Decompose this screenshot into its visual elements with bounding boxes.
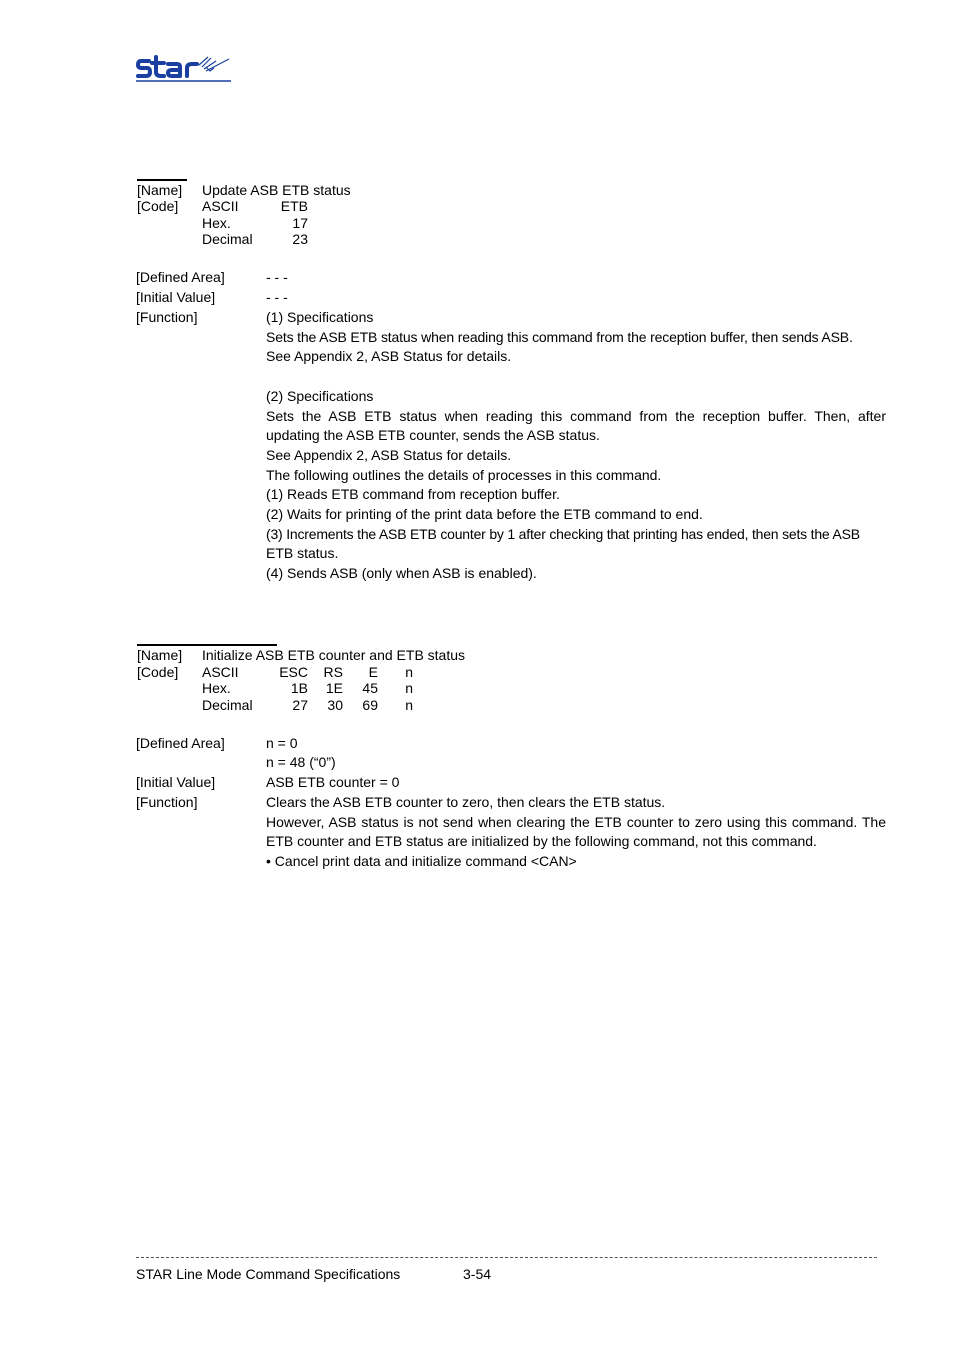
code-row-label: Hex.	[202, 215, 231, 231]
initial-value-label: [Initial Value]	[136, 289, 216, 305]
code-value: ESC	[279, 664, 308, 680]
initial-value: ASB ETB counter = 0	[266, 774, 400, 790]
name-label: [Name]	[137, 182, 183, 198]
code-row-label: Decimal	[202, 697, 253, 713]
command-name: Initialize ASB ETB counter and ETB status	[202, 647, 466, 663]
code-row-label: Hex.	[202, 680, 231, 696]
code-value: 1B	[290, 680, 308, 696]
section-rule	[137, 179, 187, 181]
initial-value: - - -	[266, 289, 288, 305]
function-line: updating the ASB ETB counter, sends the ASB status.	[266, 427, 600, 444]
function-line: ETB counter and ETB status are initialized by the following command, not this command.	[266, 833, 817, 850]
code-value: RS	[323, 664, 343, 680]
function-line: (1) Reads ETB command from reception buffer.	[266, 486, 560, 503]
function-line: Sets the ASB ETB status when reading this command from the reception buffer. Then, after	[266, 407, 886, 424]
code-value: 1E	[325, 680, 343, 696]
code-value: 17	[292, 215, 308, 231]
footer-title: STAR Line Mode Command Specifications	[136, 1266, 401, 1282]
function-line: ETB status.	[266, 545, 339, 562]
page-number: 3-54	[463, 1266, 492, 1282]
defined-area-label: [Defined Area]	[136, 735, 225, 751]
code-row-label: Decimal	[202, 231, 253, 247]
star-logo	[136, 53, 232, 83]
name-label: [Name]	[137, 647, 183, 663]
code-value: n	[405, 664, 413, 680]
command-name: Update ASB ETB status	[202, 182, 351, 198]
code-value: 69	[362, 697, 378, 713]
code-value: ETB	[280, 198, 308, 214]
code-row-label: ASCII	[202, 664, 239, 680]
code-value: 45	[362, 680, 378, 696]
code-value: 30	[327, 697, 343, 713]
code-value: E	[368, 664, 378, 680]
function-line	[266, 367, 886, 387]
code-row-label: ASCII	[202, 198, 239, 214]
function-line: (3) Increments the ASB ETB counter by 1 after checking that printing has ended, then sets the ASB	[266, 525, 860, 542]
function-description	[266, 793, 886, 872]
code-label: [Code]	[137, 664, 179, 680]
code-value: n	[405, 680, 413, 696]
code-value: 23	[292, 231, 308, 247]
function-line: • Cancel print data and initialize command <CAN>	[266, 853, 577, 870]
function-line: See Appendix 2, ASB Status for details.	[266, 446, 512, 463]
function-line: Clears the ASB ETB counter to zero, then clears the ETB status.	[266, 794, 666, 810]
function-label: [Function]	[136, 794, 198, 810]
function-line: The following outlines the details of processes in this command.	[266, 466, 662, 483]
defined-area-value: n = 0	[266, 735, 298, 751]
function-line: However, ASB status is not send when clearing the ETB counter to zero using this command. The	[266, 813, 886, 830]
defined-area-value: n = 48 (“0”)	[266, 754, 336, 770]
section-rule	[137, 644, 277, 646]
code-value: n	[405, 697, 413, 713]
function-line: (2) Specifications	[266, 387, 374, 404]
function-label: [Function]	[136, 309, 198, 325]
code-value: 27	[292, 697, 308, 713]
defined-area-value: - - -	[266, 269, 288, 285]
function-line: (1) Specifications	[266, 309, 374, 325]
initial-value-label: [Initial Value]	[136, 774, 216, 790]
function-line: Sets the ASB ETB status when reading this command from the reception buffer, then sends ASB.	[266, 328, 853, 345]
function-description	[266, 308, 886, 584]
footer-rule	[136, 1257, 877, 1258]
function-line: (2) Waits for printing of the print data before the ETB command to end.	[266, 506, 703, 523]
function-line: See Appendix 2, ASB Status for details.	[266, 348, 512, 365]
defined-area-label: [Defined Area]	[136, 269, 225, 285]
code-label: [Code]	[137, 198, 179, 214]
function-line: (4) Sends ASB (only when ASB is enabled).	[266, 565, 537, 582]
